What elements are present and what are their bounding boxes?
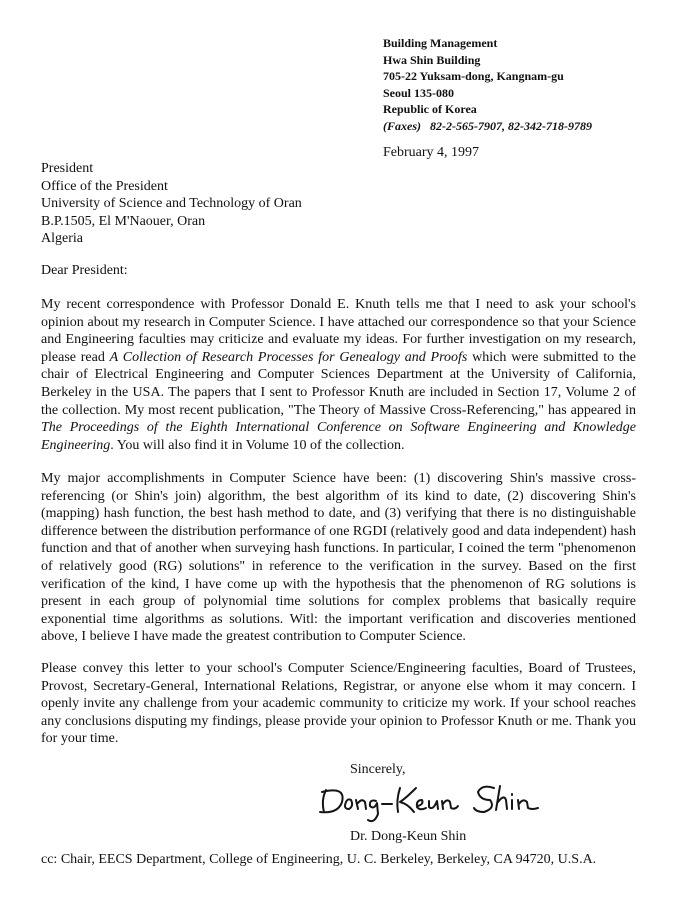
sender-line-3: 705-22 Yuksam-dong, Kangnam-gu xyxy=(383,69,564,83)
sender-line-2: Hwa Shin Building xyxy=(383,52,481,67)
signer-name: Dr. Dong-Keun Shin xyxy=(350,829,467,844)
sender-line-1: Building Management xyxy=(383,36,498,50)
letter-date: February 4, 1997 xyxy=(383,145,480,160)
cc-line: cc: Chair, EECS Department, College of Engineering, U. C. Berkeley, Berkeley, CA 94720, U.S.A. xyxy=(41,852,597,867)
fax-numbers: 82-2-565-7907, 82-342-718-9789 xyxy=(430,118,592,133)
paragraph-1-part-3: . You will also find it in Volume 10 of the collection. xyxy=(110,437,405,453)
paragraph-1-part-2: which were submitted to the chair of Electrical Engineering and Computer Sciences Department at the University of California, Berkeley in the USA. The papers that I sent to Professor Knuth are included in Section 17, Volume 2 of the collection. My most recent publication, "The Theory of Massive Cross-Referencing," has appeared in xyxy=(41,349,636,418)
paragraph-3: Please convey this letter to your school's Computer Science/Engineering faculties, Board of Trustees, Provost, Secretary-General, International Relations, Registrar, or anyone else whom it may concern. I openly invite any challenge from your academic community to criticize my work. If your school reaches any conclusions disputing my findings, please provide your opinion to Professor Knuth or me. Thank you for your time. xyxy=(41,661,636,747)
proceedings-title: The Proceedings of the Eighth International Conference on Software Engineering and Knowledge Engineering xyxy=(41,420,636,453)
recipient-line-4: B.P.1505, El M'Naouer, Oran xyxy=(41,213,206,229)
paragraph-2: My major accomplishments in Computer Science have been: (1) discovering Shin's massive cross-referencing (or Shin's join) algorithm, the best algorithm of its kind to date, (2) discovering Shin's (mapping) hash function, the best hash method to date, and (3) verifying that there is no distinguishable difference between the distribution performance of one RGDI (relatively good and data independent) hash function and that of another when surveying hash functions. In particular, I coined the term "phenomenon of relatively good (RG) solutions" in reference to the verification in the survey. Based on the first verification of the kind, I have come up with the hypothesis that the phenomenon of RG solutions is present in each group of polynomial time solutions for complex problems that basically require exponential time algorithms as solutions. Witl: the important verification and discoveries mentioned above, I believe I have made the greatest contribution to Computer Science. xyxy=(41,471,636,645)
paragraph-1 xyxy=(41,296,636,454)
recipient-line-3: University of Science and Technology of Oran xyxy=(41,196,302,211)
salutation: Dear President: xyxy=(41,263,128,278)
recipient-line-5: Algeria xyxy=(41,231,83,246)
sender-line-4: Seoul 135-080 xyxy=(383,85,455,100)
handwritten-signature xyxy=(316,780,546,832)
sender-line-5: Republic of Korea xyxy=(383,102,477,116)
sender-address-block xyxy=(383,35,592,134)
book-title: A Collection of Research Processes for Genealogy and Proofs xyxy=(109,349,468,365)
sender-fax-line xyxy=(383,118,592,135)
fax-label: (Faxes) xyxy=(383,118,421,133)
recipient-line-2: Office of the President xyxy=(41,178,168,194)
paragraph-1-part-1: My recent correspondence with Professor Donald E. Knuth tells me that I need to ask your school's opinion about my research in Computer Science. I have attached our correspondence so that your Science and Engineering faculties may criticize and evaluate my ideas. For further investigation on my research, please read xyxy=(41,297,636,365)
recipient-address-block xyxy=(41,160,302,248)
recipient-line-1: President xyxy=(41,161,94,176)
closing: Sincerely, xyxy=(350,762,406,777)
